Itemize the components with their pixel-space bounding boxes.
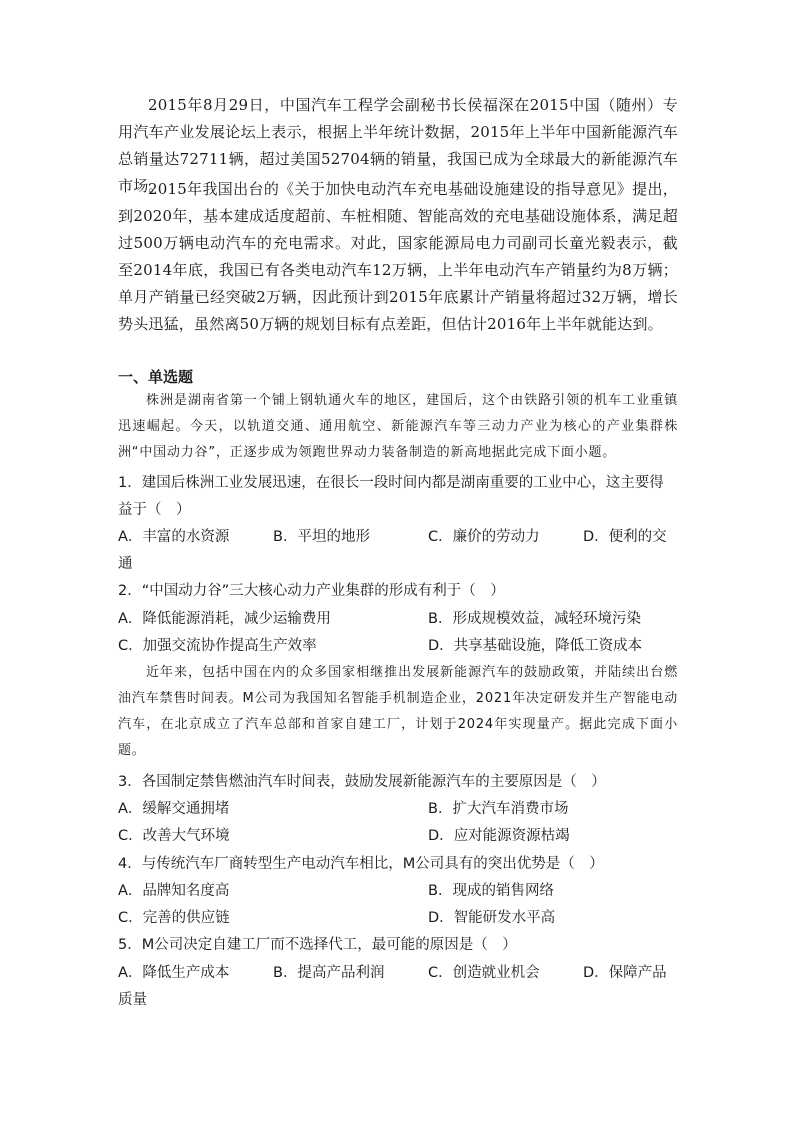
question-3-options-row-2 xyxy=(118,823,678,850)
q4-option-a[interactable]: A．品牌知名度高 xyxy=(118,883,230,899)
q4-option-d[interactable]: D．智能研发水平高 xyxy=(428,910,556,926)
question-1-stem: 1．建国后株洲工业发展迅速，在很长一段时间内都是湖南重要的工业中心，这主要得益于（ ） xyxy=(118,475,664,518)
question-5-stem: 5．M公司决定自建工厂而不选择代工，最可能的原因是（ ） xyxy=(118,937,517,953)
q5-option-a[interactable]: A．降低生产成本 xyxy=(118,965,230,981)
q1-option-b[interactable]: B．平坦的地形 xyxy=(273,529,370,545)
q2-option-d[interactable]: D．共享基础设施，降低工资成本 xyxy=(428,638,643,654)
q3-option-c[interactable]: C．改善大气环境 xyxy=(118,828,230,844)
q1-option-d-continuation: 通 xyxy=(118,556,133,572)
question-3-options-row-1 xyxy=(118,796,678,823)
q4-option-b[interactable]: B．现成的销售网络 xyxy=(428,883,554,899)
question-2-stem: 2．“中国动力谷”三大核心动力产业集群的形成有利于（ ） xyxy=(118,583,505,599)
question-1-options xyxy=(118,524,678,551)
section-heading: 一、单选题 xyxy=(118,368,194,386)
q5-option-d-continuation: 质量 xyxy=(118,992,147,1008)
question-5-options xyxy=(118,960,678,987)
q1-option-c[interactable]: C．廉价的劳动力 xyxy=(428,529,540,545)
q2-option-b[interactable]: B．形成规模效益，减轻环境污染 xyxy=(428,611,641,627)
q3-option-b[interactable]: B．扩大汽车消费市场 xyxy=(428,801,569,817)
question-2-options-row-1 xyxy=(118,606,678,633)
q5-option-c[interactable]: C．创造就业机会 xyxy=(428,965,540,981)
q4-option-c[interactable]: C．完善的供应链 xyxy=(118,910,230,926)
intro-paragraph-1: 2015年8月29日，中国汽车工程学会副秘书长侯福深在2015中国（随州）专用汽车产业发展论坛上表示，根据上半年统计数据，2015年上半年中国新能源汽车总销量达72711辆，超过美国52704辆的销量，我国已成为全球最大的新能源汽车市场。 xyxy=(118,96,678,195)
question-4-stem: 4．与传统汽车厂商转型生产电动汽车相比，M公司具有的突出优势是（ ） xyxy=(118,856,604,872)
q3-option-d[interactable]: D．应对能源资源枯竭 xyxy=(428,828,570,844)
q2-option-a[interactable]: A．降低能源消耗，减少运输费用 xyxy=(118,611,331,627)
question-4-options-row-1 xyxy=(118,878,678,905)
q1-option-d[interactable]: D．便利的交 xyxy=(583,529,667,545)
q5-option-b[interactable]: B．提高产品利润 xyxy=(273,965,385,981)
intro-paragraph-2: 2015年我国出台的《关于加快电动汽车充电基础设施建设的指导意见》提出，到2020年，基本建成适度超前、车桩相随、智能高效的充电基础设施体系，满足超过500万辆电动汽车的充电需求。对此，国家能源局电力司副司长童光毅表示，截至2014年底，我国已有各类电动汽车12万辆，上半年电动汽车产销量约为8万辆；单月产销量已经突破2万辆，因此预计到2015年底累计产销量将超过32万辆，增长势头迅猛，虽然离50万辆的规划目标有点差距，但估计2016年上半年就能达到。 xyxy=(118,180,678,333)
question-2-options-row-2 xyxy=(118,633,678,660)
reading-passage-1: 株洲是湖南省第一个铺上钢轨通火车的地区，建国后，这个由铁路引领的机车工业重镇迅速崛起。今天，以轨道交通、通用航空、新能源汽车等三动力产业为核心的产业集群株洲“中国动力谷”，正逐步成为领跑世界动力装备制造的新高地据此完成下面小题。 xyxy=(118,393,678,460)
q1-option-a[interactable]: A．丰富的水资源 xyxy=(118,529,230,545)
q5-option-d[interactable]: D．保障产品 xyxy=(583,965,667,981)
q2-option-c[interactable]: C．加强交流协作提高生产效率 xyxy=(118,638,317,654)
reading-passage-2: 近年来，包括中国在内的众多国家相继推出发展新能源汽车的鼓励政策，并陆续出台燃油汽车禁售时间表。M公司为我国知名智能手机制造企业，2021年决定研发并生产智能电动汽车，在北京成立了汽车总部和首家自建工厂，计划于2024年实现量产。据此完成下面小题。 xyxy=(118,665,678,758)
question-4-options-row-2 xyxy=(118,905,678,932)
q3-option-a[interactable]: A．缓解交通拥堵 xyxy=(118,801,230,817)
question-3-stem: 3．各国制定禁售燃油汽车时间表，鼓励发展新能源汽车的主要原因是（ ） xyxy=(118,774,606,790)
